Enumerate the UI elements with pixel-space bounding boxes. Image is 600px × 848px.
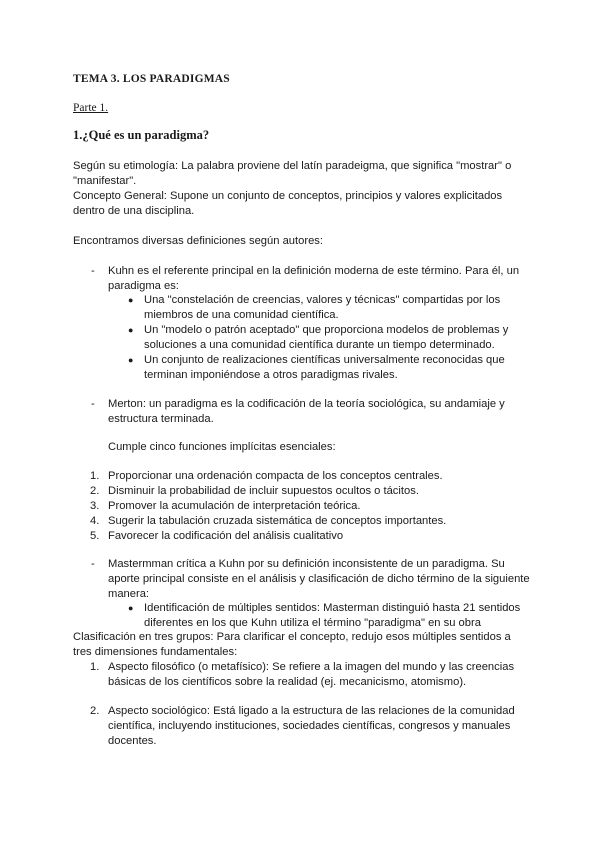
dimension-line: docentes.: [108, 735, 157, 747]
document-title: TEMA 3. LOS PARADIGMAS: [73, 73, 230, 85]
list-number: 1.: [90, 661, 100, 673]
list-number: 2.: [90, 705, 100, 717]
merton-functions-intro: Cumple cinco funciones implícitas esenciales:: [108, 441, 336, 453]
intro-line: Según su etimología: La palabra proviene del latín paradeigma, que significa "mostrar" o: [73, 160, 512, 172]
bullet-marker: ●: [128, 325, 134, 335]
intro-line: Concepto General: Supone un conjunto de conceptos, principios y valores explicitados: [73, 190, 503, 202]
function-item: Proporcionar una ordenación compacta de los conceptos centrales.: [108, 470, 443, 482]
list-number: 2.: [90, 485, 100, 497]
intro-line: "manifestar".: [73, 175, 137, 187]
kuhn-bullet-line: soluciones a una comunidad científica durante un tiempo determinado.: [144, 339, 495, 351]
classification-line: tres dimensiones fundamentales:: [73, 646, 238, 658]
function-item: Sugerir la tabulación cruzada sistemática de conceptos importantes.: [108, 515, 447, 527]
function-item: Disminuir la probabilidad de incluir supuestos ocultos o tácitos.: [108, 485, 419, 497]
list-number: 4.: [90, 515, 100, 527]
kuhn-bullet-line: miembros de una comunidad científica.: [144, 309, 339, 321]
bullet-marker: ●: [128, 603, 134, 613]
bullet-marker: ●: [128, 355, 134, 365]
classification-line: Clasificación en tres grupos: Para clarificar el concepto, redujo esos múltiples sentidos a: [73, 631, 511, 643]
masterman-line: aporte principal consiste en el análisis y clasificación de dicho término de la siguiente: [108, 573, 530, 585]
kuhn-bullet-line: Una "constelación de creencias, valores y técnicas" compartidas por los: [144, 294, 501, 306]
kuhn-bullet-line: terminan imponiéndose a otros paradigmas rivales.: [144, 369, 398, 381]
intro-line: dentro de una disciplina.: [73, 205, 195, 217]
masterman-bullet-line: diferentes en los que Kuhn utiliza el término "paradigma" en su obra: [144, 617, 481, 629]
dimension-line: Aspecto filosófico (o metafísico): Se refiere a la imagen del mundo y las creencias: [108, 661, 515, 673]
masterman-line: manera:: [108, 588, 150, 600]
section-heading: 1.¿Qué es un paradigma?: [73, 128, 210, 142]
kuhn-bullet-line: Un conjunto de realizaciones científicas universalmente reconocidas que: [144, 354, 505, 366]
dash-marker: -: [91, 398, 95, 410]
dimension-line: básicas de los científicos sobre la realidad (ej. mecanicismo, atomismo).: [108, 676, 467, 688]
kuhn-line: paradigma es:: [108, 280, 179, 292]
merton-line: Merton: un paradigma es la codificación de la teoría sociológica, su andamiaje y: [108, 398, 505, 410]
kuhn-bullet-line: Un "modelo o patrón aceptado" que proporciona modelos de problemas y: [144, 324, 509, 336]
dash-marker: -: [91, 558, 95, 570]
bullet-marker: ●: [128, 295, 134, 305]
masterman-line: Mastermman crítica a Kuhn por su definición inconsistente de un paradigma. Su: [108, 558, 505, 570]
kuhn-line: Kuhn es el referente principal en la definición moderna de este término. Para él, un: [108, 265, 520, 277]
dimension-line: Aspecto sociológico: Está ligado a la estructura de las relaciones de la comunidad: [108, 705, 515, 717]
list-number: 5.: [90, 530, 100, 542]
dimension-line: científica, incluyendo instituciones, sociedades científicas, congresos y manuales: [108, 720, 511, 732]
masterman-bullet-line: Identificación de múltiples sentidos: Masterman distinguió hasta 21 sentidos: [144, 602, 521, 614]
part-label: Parte 1.: [73, 102, 109, 114]
list-number: 1.: [90, 470, 100, 482]
authors-intro: Encontramos diversas definiciones según autores:: [73, 235, 323, 247]
list-number: 3.: [90, 500, 100, 512]
merton-line: estructura terminada.: [108, 413, 214, 425]
dash-marker: -: [91, 265, 95, 277]
function-item: Favorecer la codificación del análisis cualitativo: [108, 530, 344, 542]
function-item: Promover la acumulación de interpretación teórica.: [108, 500, 361, 512]
